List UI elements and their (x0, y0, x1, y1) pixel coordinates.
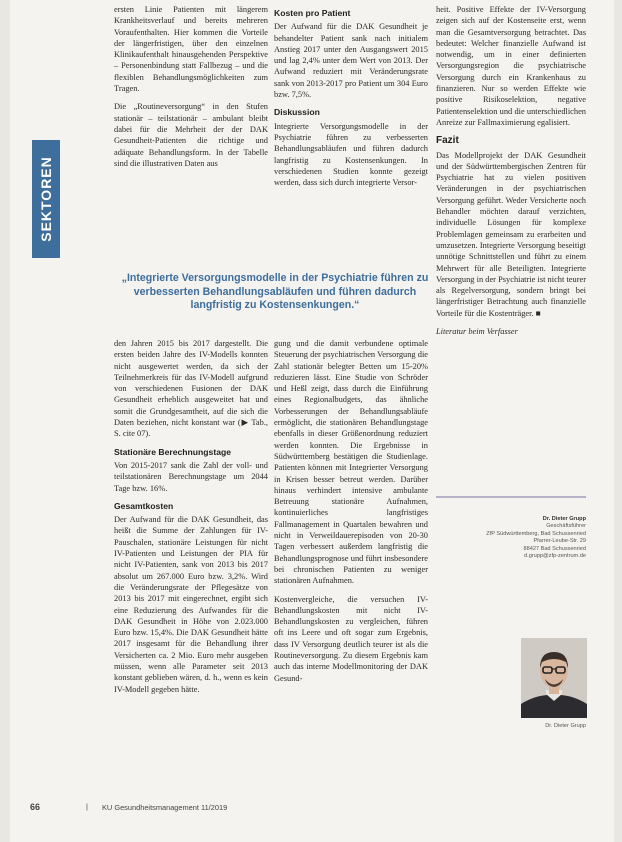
column-3 (436, 4, 586, 344)
author-street: Pfarrer-Leube-Str. 29 (533, 538, 586, 545)
photo-caption: Dr. Dieter Grupp (545, 723, 586, 729)
section-tab (32, 140, 60, 258)
body-paragraph: Der Aufwand für die DAK Gesundheit je behandelter Patient sank nach initialem Anstieg 2017 unter den Ausgangswert 2015 und lag 2,4% unter dem Wert von 2013. Der Aufwand reduziert mit Veränderungsrate sank von 2013-2017 pro Patient um 304 Euro bzw. 7,5%. (274, 22, 428, 100)
section-label: SEKTOREN (38, 156, 54, 242)
author-divider (436, 496, 586, 498)
author-role: Geschäftsführer (546, 523, 586, 530)
author-contact (436, 516, 586, 560)
author-name: Dr. Dieter Grupp (542, 516, 586, 522)
body-paragraph: heit. Positive Effekte der IV-Versorgung zeigen sich auf der Kostenseite erst, wenn man die Gesamtversorgung betrachtet. Das bedeutet: Welcher finanzielle Aufwand ist notwendig, um in einer definierten Versorgungsregion die psychiatrische Versorgung durch ein Krankenhaus zu finanzieren. Nur so werden Effekte wie positive Risikoselektion, negative Patientenselektion und die unterschiedlichen Anreize zur Fallmaximierung egalisiert. (436, 5, 586, 127)
literature-note: Literatur beim Verfasser (436, 327, 518, 337)
body-paragraph: Das Modellprojekt der DAK Gesundheit und der Südwürttembergischen Zentren für Psychiatrie hat zu vielen positiven Veränderungen in der psychiatrischen Versorgung geführt. Weder Versicherte noch Behandler möchten darauf verzichten, individuelle Lösungen für komplexe Problemlagen gemeinsam zu erarbeiten und umzusetzen. Integrierte Versorgung beseitigt unnötige Schnittstellen und führt zu einem Mehrwert für alle Beteiligten. Integrierte Versorgung in der Psychiatrie ist nicht teurer als Regelversorgung, sondern bringt bei längerfristiger Betrachtung auch finanzielle Vorteile für die Kostenträger. ■ (436, 150, 586, 318)
author-city: 88427 Bad Schussenried (523, 545, 586, 552)
column-2-lower (274, 338, 428, 691)
pull-quote: „Integrierte Versorgungsmodelle in der Psychiatrie führen zu verbesserten Behandlungsabläufen und führen dadurch langfristig zu Kostensenkungen.“ (121, 272, 429, 311)
body-paragraph: Die „Routineversorgung“ in den Stufen stationär – teilstationär – ambulant bleibt dabei für die Mehrheit der der DAK Gesundheit-Patienten die richtige und adäquate Behandlungsform. In der Tabelle sind die illustrativen Daten aus (114, 102, 268, 168)
subheading: Diskussion (274, 107, 320, 118)
body-paragraph: Der Aufwand für die DAK Gesundheit, das heißt die Summe der Zahlungen für IV-Pauschalen, stationäre Leistungen für nicht IV-Patienten und Leistungen der PIA für nicht IV-Patienten, sank von 2013 bis 2017 absolut um 267.000 Euro bzw. 3,2%. Wird die Veränderungsrate der Pflegesätze von 2013 bis 2017 mit eingerechnet, ergibt sich eine Reduzierung des Aufwandes für die DAK Gesundheit in Höhe von 2.023.000 Euro bzw. 15,4%. Die DAK Gesundheit hätte 2017 insgesamt für die Behandlung ihrer Versicherten ca. 2 Mio. Euro mehr ausgeben müssen, wenn alle Parameter seit 2013 konstant geblieben wären, d. h., wenn es kein IV-Modell gegeben hätte. (114, 515, 268, 694)
author-photo (521, 638, 587, 718)
subheading: Gesamtkosten (114, 500, 174, 511)
publication-name: KU Gesundheitsmanagement 11/2019 (102, 803, 228, 812)
body-paragraph: Integrierte Versorgungsmodelle in der Psychiatrie führen zu verbesserten Behandlungsabläufen und führen dadurch langfristig zu Kostensenkungen. In verschiedenen Studien konnte gezeigt werden, dass sich durch integrierte Versor- (274, 121, 428, 188)
author-org: ZfP Südwürttemberg, Bad Schussenried (486, 530, 586, 537)
page-number: 66 (30, 802, 41, 812)
author-email[interactable]: d.grupp@zfp-zentrum.de (524, 553, 586, 560)
body-paragraph: ersten Linie Patienten mit längerem Krankheitsverlauf und bereits mehreren Voraufenthalten. Hier kommen die Vorteile der längerfristigen, über den einzelnen Klinikaufenthalt hinausgehenden Perspektive – Personenbindung statt Fallbezug – und die flexiblen Behandlungsmöglichkeiten zum Tragen. (114, 5, 268, 94)
body-paragraph: Kostenvergleiche, die versuchen IV-Behandlungskosten mit nicht IV-Behandlungskosten zu vergleichen, führen oft ins Leere und oft sogar zum Ergebnis, dass IV Versorgung deutlich teurer ist als die Routineversorgung. Zu diesem Ergebnis kam auch das interne Modellmonitoring der DAK Gesund- (274, 594, 428, 683)
portrait-image (521, 638, 587, 718)
fazit-heading: Fazit (436, 135, 459, 147)
page-footer (30, 802, 590, 814)
subheading: Stationäre Berechnungstage (114, 446, 231, 457)
subheading: Kosten pro Patient (274, 8, 351, 18)
body-paragraph: den Jahren 2015 bis 2017 dargestellt. Die ersten beiden Jahre des IV-Modells konnten nicht ausgewertet werden, da sich der Teilnehmerkreis für das IV-Modell aufgrund von verschiedenen Fusionen der DAK Gesundheit erheblich ausgeweitet hat und somit die Grundgesamtheit, auf die sich die Daten beziehen, nicht konstant war (▶ Tab., S. cite 07). (114, 339, 268, 439)
footer-separator: | (86, 802, 88, 811)
column-1-lower (114, 338, 268, 702)
body-paragraph: Von 2015-2017 sank die Zahl der voll- und teilstationären Berechnungstage um 2044 Tage bzw. 16%. (114, 460, 268, 493)
column-2-upper (274, 4, 428, 195)
body-paragraph: gung und die damit verbundene optimale Steuerung der psychiatrischen Versorgung die Zahl stationär belegter Betten um 15-20% reduzieren lässt. Eine Studie von Schröder und Heßl zeigt, dass durch die Einführung eines Regionalbudgets, das ähnliche Vorbesserungen der Behandlungsabläufe ermöglicht, die stationären Behandlungstage ebenfalls in dieser Größenordnung reduziert werden konnten. Die Ergebnisse in Südwürttemberg bestätigen die Studienlage. Patienten können mit Integrierter Versorgung in Krisen besser betreut werden. Darüber hinaus verhindert intensive ambulante Betreuung stationäre Aufnahmen, kontinuierliches langfristiges Fallmanagement in Quartalen bewahren und nicht in Verweildauerepisoden von 20-30 Tagen verbessert außerdem langfristig die Behandlungsprognose und führt insbesondere bei chronischen Patienten zu weniger stationären Aufnahmen. (274, 339, 428, 586)
column-1-upper (114, 4, 268, 176)
